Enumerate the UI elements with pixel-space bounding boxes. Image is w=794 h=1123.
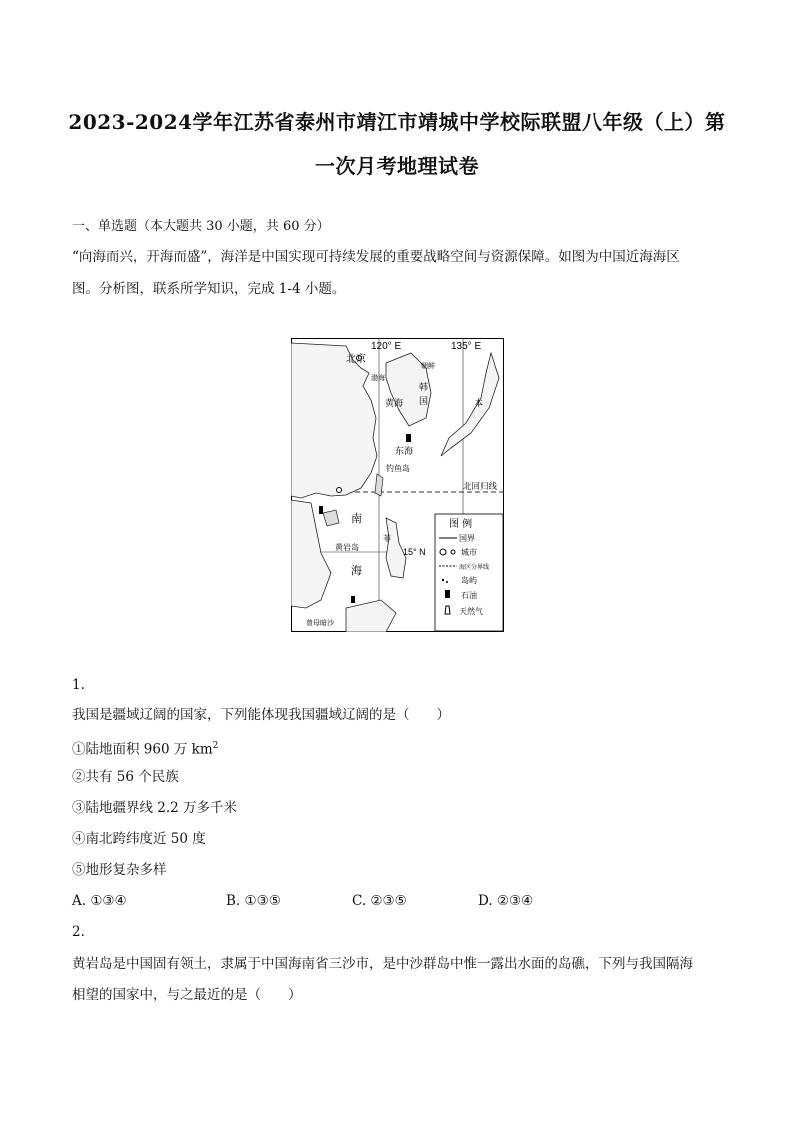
label-beijing: 北京 bbox=[346, 354, 366, 365]
label-huangyan: 黄岩岛 bbox=[335, 543, 359, 552]
question-1-statement-2: ②共有 56 个民族 bbox=[72, 769, 179, 785]
label-japan: 本 bbox=[474, 399, 484, 409]
legend-oil-icon bbox=[445, 590, 450, 598]
option-b[interactable]: B. ①③⑤ bbox=[226, 893, 281, 909]
legend-city-icon bbox=[440, 549, 446, 555]
question-2-stem-line-2: 相望的国家中，与之最近的是（ ） bbox=[72, 987, 302, 1003]
title-line-1: 2023-2024学年江苏省泰州市靖江市靖城中学校际联盟八年级（上）第 bbox=[68, 110, 726, 134]
question-2-number: 2. bbox=[72, 924, 85, 940]
legend-item: 岛屿 bbox=[461, 576, 477, 585]
label-diaoyu: 钓鱼岛 bbox=[386, 464, 410, 473]
question-1-statement-3: ③陆地疆界线 2.2 万多千米 bbox=[72, 800, 238, 816]
label-philippines: 菲 bbox=[383, 534, 391, 543]
oil-icon bbox=[406, 434, 411, 442]
option-d[interactable]: D. ②③④ bbox=[478, 893, 534, 909]
label-korea-1: 韩 bbox=[419, 383, 429, 393]
page-title bbox=[60, 100, 734, 188]
label-bohai: 渤海 bbox=[371, 374, 385, 382]
legend-item: 石油 bbox=[461, 591, 477, 600]
label-zengmu: 曾母暗沙 bbox=[306, 619, 334, 627]
legend-item: 国界 bbox=[459, 534, 475, 543]
question-1-number: 1. bbox=[72, 677, 85, 693]
legend-item: 天然气 bbox=[459, 607, 483, 616]
label-south-sea-2: 海 bbox=[351, 564, 362, 577]
legend-item: 城市 bbox=[461, 548, 477, 557]
city-icon bbox=[337, 488, 342, 493]
section-heading: 一、单选题（本大题共 30 小题，共 60 分） bbox=[72, 219, 330, 234]
question-1-statement-4: ④南北跨纬度近 50 度 bbox=[72, 831, 206, 847]
label-korea-2: 国 bbox=[419, 397, 429, 407]
legend-island-icon bbox=[442, 579, 444, 581]
legend-gas-icon bbox=[445, 606, 450, 614]
oil-icon bbox=[351, 596, 355, 603]
label-tropic: 北回归线 bbox=[463, 482, 498, 492]
label-south-sea-1: 南 bbox=[351, 512, 362, 525]
china-sea-map bbox=[291, 338, 504, 632]
intro-line-1: “向海而兴，开海而盛”，海洋是中国实现可持续发展的重要战略空间与资源保障。如图为中国近海海区 bbox=[72, 249, 680, 265]
intro-line-2: 图。分析图，联系所学知识，完成 1-4 小题。 bbox=[72, 281, 346, 297]
label-lon-120: 120° E bbox=[371, 341, 402, 352]
label-lon-135: 135° E bbox=[451, 341, 482, 352]
option-c[interactable]: C. ②③⑤ bbox=[352, 893, 407, 909]
map-legend bbox=[435, 514, 503, 631]
question-1-statement-1: ①陆地面积 960 万 $km^2$ bbox=[72, 741, 219, 758]
legend-item: 海区分界线 bbox=[459, 564, 490, 571]
option-a[interactable]: A. ①③④ bbox=[72, 893, 127, 909]
question-1-stem: 我国是疆域辽阔的国家，下列能体现我国疆域辽阔的是（ ） bbox=[72, 707, 450, 723]
label-yellow-sea: 黄海 bbox=[385, 399, 404, 409]
label-east-sea: 东海 bbox=[395, 447, 414, 457]
legend-title: 图 例 bbox=[449, 519, 473, 530]
oil-icon bbox=[319, 506, 323, 514]
title-line-2: 一次月考地理试卷 bbox=[315, 154, 479, 178]
label-north-korea: 朝鲜 bbox=[421, 362, 435, 370]
label-lat-15: 15° N bbox=[403, 547, 426, 557]
question-1-statement-5: ⑤地形复杂多样 bbox=[72, 862, 167, 878]
question-2-stem-line-1: 黄岩岛是中国固有领土，隶属于中国海南省三沙市，是中沙群岛中惟一露出水面的岛礁，下列与我国隔海 bbox=[72, 956, 693, 972]
